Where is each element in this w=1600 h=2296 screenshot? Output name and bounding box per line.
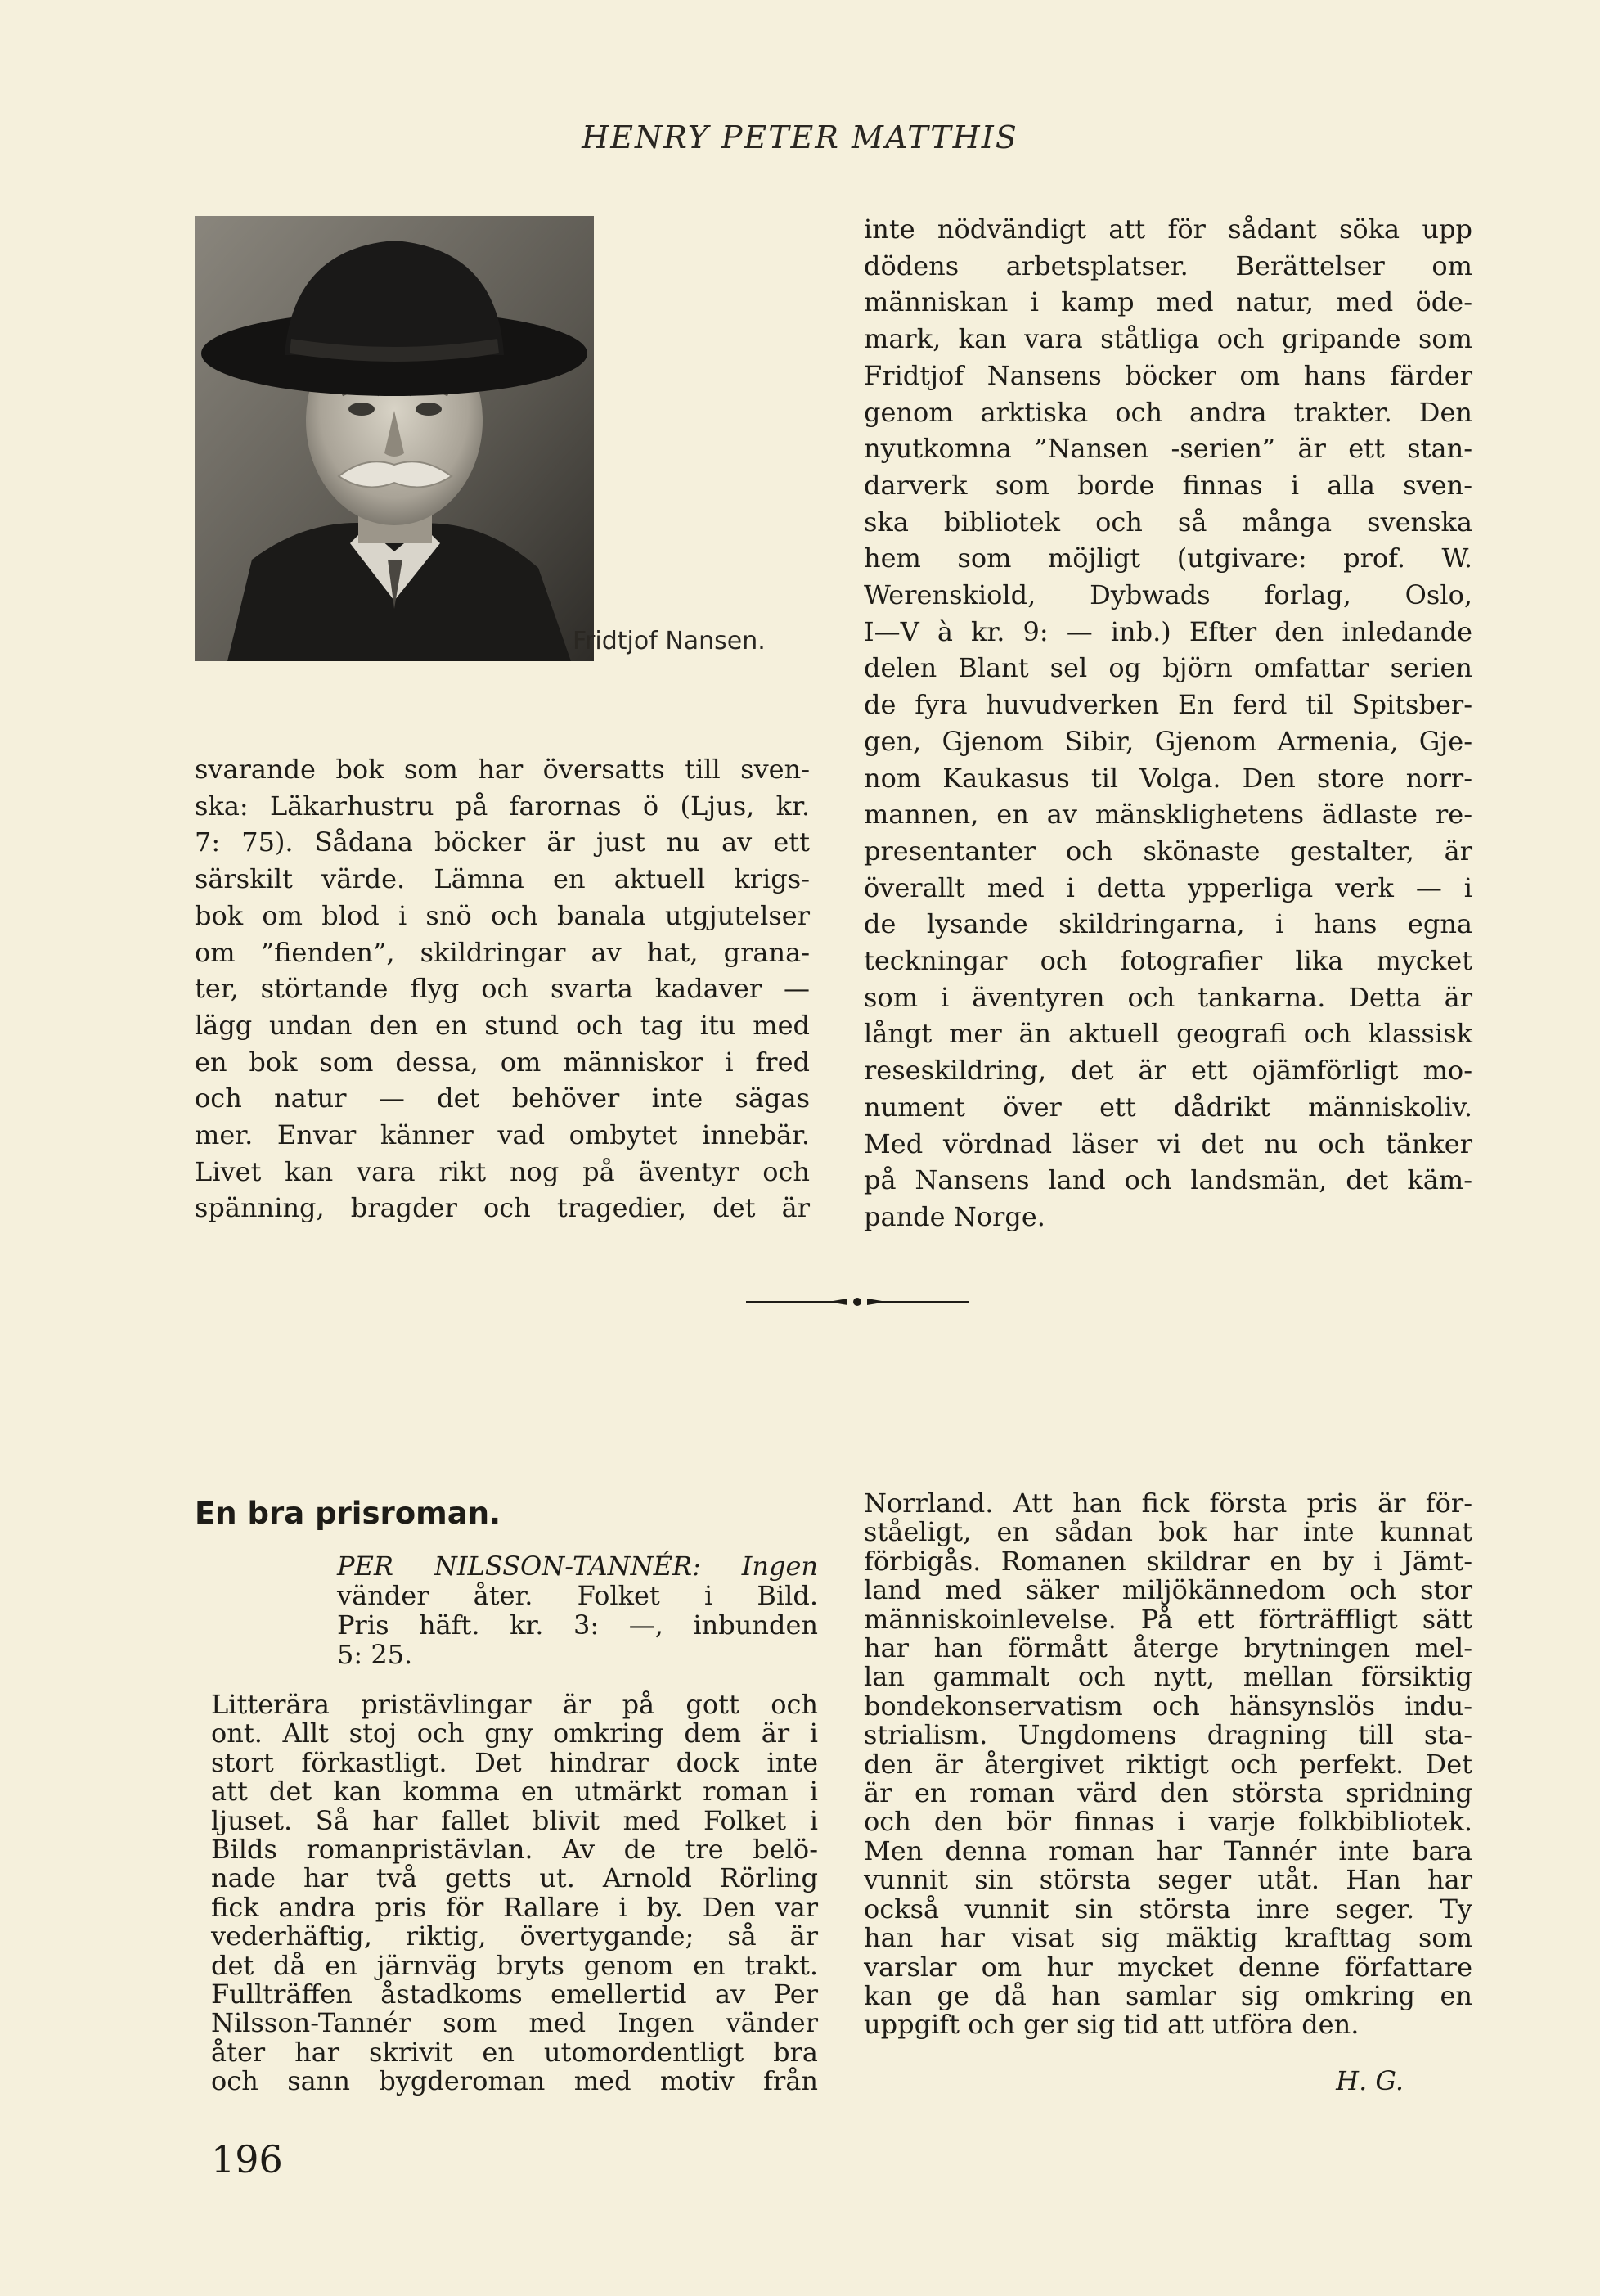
text-line: nom Kaukasus til Volga. Den store norr- bbox=[864, 762, 1472, 794]
text-line: den är återgivet riktigt och perfekt. Det bbox=[864, 1748, 1472, 1780]
text-line: PER NILSSON-TANNÉR: Ingen bbox=[337, 1551, 818, 1582]
text-line: kan ge då han samlar sig omkring en bbox=[864, 1979, 1472, 2011]
article1-left-column bbox=[195, 751, 810, 1227]
text-line: Litterära pristävlingar är på gott och bbox=[211, 1689, 818, 1720]
article2-title: En bra prisroman. bbox=[195, 1496, 501, 1531]
text-line: vederhäftig, riktig, övertygande; så är bbox=[211, 1920, 818, 1952]
text-line: varslar om hur mycket denne författare bbox=[864, 1951, 1472, 1983]
text-line: presentanter och skönaste gestalter, är bbox=[864, 835, 1472, 867]
text-line: han har visat sig mäktig krafttag som bbox=[864, 1922, 1472, 1954]
text-line: Norrland. Att han fick första pris är för- bbox=[864, 1488, 1472, 1519]
figure-caption: Fridtjof Nansen. bbox=[573, 627, 766, 655]
text-line: I—V à kr. 9: — inb.) Efter den inledande bbox=[864, 615, 1472, 647]
text-line: genom arktiska och andra trakter. Den bbox=[864, 396, 1472, 428]
text-line: Men denna roman har Tannér inte bara bbox=[864, 1835, 1472, 1866]
text-line: ljuset. Så har fallet blivit med Folket i bbox=[211, 1804, 818, 1836]
text-line: människan i kamp med natur, med öde- bbox=[864, 286, 1472, 318]
text-line: ståeligt, en sådan bok har inte kunnat bbox=[864, 1516, 1472, 1548]
author-signature: H. G. bbox=[1336, 2065, 1404, 2096]
text-line: har han förmått återge brytningen mel- bbox=[864, 1632, 1472, 1664]
ornament-divider bbox=[746, 1296, 969, 1308]
text-line: mark, kan vara ståtliga och gripande som bbox=[864, 323, 1472, 355]
text-line: de lysande skildringarna, i hans egna bbox=[864, 908, 1472, 940]
text-line: dödens arbetsplatser. Berättelser om bbox=[864, 250, 1472, 281]
text-line: och natur — det behöver inte sägas bbox=[195, 1083, 810, 1114]
text-line: gen, Gjenom Sibir, Gjenom Armenia, Gje- bbox=[864, 725, 1472, 757]
text-line: nument över ett dådrikt människoliv. bbox=[864, 1091, 1472, 1123]
text-line: pande Norge. bbox=[864, 1200, 1045, 1232]
text-line: spänning, bragder och tragedier, det är bbox=[195, 1192, 810, 1224]
article2-right-column bbox=[864, 1489, 1472, 2040]
text-line: Fullträffen åstadkoms emellertid av Per bbox=[211, 1979, 818, 2010]
text-line: är en roman värd den största spridning bbox=[864, 1777, 1472, 1809]
text-line: och den bör finnas i varje folkbibliotek. bbox=[864, 1806, 1472, 1838]
text-line: ska bibliotek och så många svenska bbox=[864, 506, 1472, 538]
page-number: 196 bbox=[211, 2137, 283, 2181]
text-line: ont. Allt stoj och gny omkring dem är i bbox=[211, 1717, 818, 1749]
text-line: vunnit sin största seger utåt. Han har bbox=[864, 1864, 1472, 1896]
text-line: bok om blod i snö och banala utgjutelser bbox=[195, 899, 810, 931]
text-line: långt mer än aktuell geografi och klassisk bbox=[864, 1018, 1472, 1050]
text-line: 7: 75). Sådana böcker är just nu av ett bbox=[195, 826, 810, 858]
text-line: uppgift och ger sig tid att utföra den. bbox=[864, 2009, 1360, 2041]
text-line: och sann bygderoman med motiv från bbox=[211, 2065, 818, 2097]
text-line: ska: Läkarhustru på farornas ö (Ljus, kr. bbox=[195, 790, 810, 822]
text-line: människoinlevelse. På ett förträffligt sätt bbox=[864, 1603, 1472, 1635]
text-line: lägg undan den en stund och tag itu med bbox=[195, 1009, 810, 1041]
text-line: överallt med i detta ypperliga verk — i bbox=[864, 871, 1472, 903]
nansen-portrait bbox=[195, 216, 594, 661]
text-line: nade har två getts ut. Arnold Rörling bbox=[211, 1862, 818, 1894]
article1-right-column bbox=[864, 211, 1472, 1236]
text-line: reseskildring, det är ett ojämförligt mo- bbox=[864, 1055, 1472, 1087]
text-line: bondekonservatism och hänsynslös indu- bbox=[864, 1690, 1472, 1722]
text-line: Fridtjof Nansens böcker om hans färder bbox=[864, 359, 1472, 391]
text-line: Nilsson-Tannér som med Ingen vänder bbox=[211, 2007, 818, 2039]
text-line: vänder åter. Folket i Bild. bbox=[337, 1580, 818, 1611]
text-line: strialism. Ungdomens dragning till sta- bbox=[864, 1719, 1472, 1751]
text-line: mannen, en av mänsklighetens ädlaste re- bbox=[864, 799, 1472, 831]
text-line: stort förkastligt. Det hindrar dock inte bbox=[211, 1746, 818, 1778]
text-line: Pris häft. kr. 3: —, inbunden bbox=[337, 1609, 818, 1641]
text-line: det då en järnväg bryts genom en trakt. bbox=[211, 1949, 818, 1981]
text-line: Med vördnad läser vi det nu och tänker bbox=[864, 1128, 1472, 1159]
text-line: särskilt värde. Lämna en aktuell krigs- bbox=[195, 863, 810, 895]
text-line: hem som möjligt (utgivare: prof. W. bbox=[864, 542, 1472, 574]
text-line: mer. Envar känner vad ombytet innebär. bbox=[195, 1119, 810, 1151]
article2-left-column bbox=[211, 1690, 818, 2096]
text-line: om ”fienden”, skildringar av hat, grana- bbox=[195, 936, 810, 968]
text-line: inte nödvändigt att för sådant söka upp bbox=[864, 214, 1472, 245]
text-line: de fyra huvudverken En ferd til Spitsber- bbox=[864, 689, 1472, 721]
text-line: delen Blant sel og björn omfattar serien bbox=[864, 652, 1472, 684]
text-line: darverk som borde finnas i alla sven- bbox=[864, 469, 1472, 501]
text-line: teckningar och fotografier lika mycket bbox=[864, 945, 1472, 977]
text-line: en bok som dessa, om människor i fred bbox=[195, 1046, 810, 1078]
text-line: åter har skrivit en utomordentligt bra bbox=[211, 2036, 818, 2068]
text-line: fick andra pris för Rallare i by. Den var bbox=[211, 1891, 818, 1923]
text-line: lan gammalt och nytt, mellan försiktig bbox=[864, 1661, 1472, 1693]
text-line: ter, störtande flyg och svarta kadaver — bbox=[195, 973, 810, 1005]
text-line: 5: 25. bbox=[337, 1639, 413, 1670]
text-line: Werenskiold, Dybwads forlag, Oslo, bbox=[864, 579, 1472, 611]
text-line: förbigås. Romanen skildrar en by i Jämt- bbox=[864, 1545, 1472, 1577]
running-title: HENRY PETER MATTHIS bbox=[582, 119, 1018, 155]
text-line: på Nansens land och landsmän, det käm- bbox=[864, 1164, 1472, 1196]
text-line: land med säker miljökännedom och stor bbox=[864, 1574, 1472, 1606]
text-line: att det kan komma en utmärkt roman i bbox=[211, 1776, 818, 1808]
text-line: svarande bok som har översatts till sven- bbox=[195, 754, 810, 785]
text-line: också vunnit sin största inre seger. Ty bbox=[864, 1893, 1472, 1925]
text-line: Livet kan vara rikt nog på äventyr och bbox=[195, 1155, 810, 1187]
text-line: Bilds romanpristävlan. Av de tre belö- bbox=[211, 1834, 818, 1866]
book-reference bbox=[337, 1551, 818, 1669]
text-line: nyutkomna ”Nansen -serien” är ett stan- bbox=[864, 433, 1472, 465]
text-line: som i äventyren och tankarna. Detta är bbox=[864, 981, 1472, 1013]
